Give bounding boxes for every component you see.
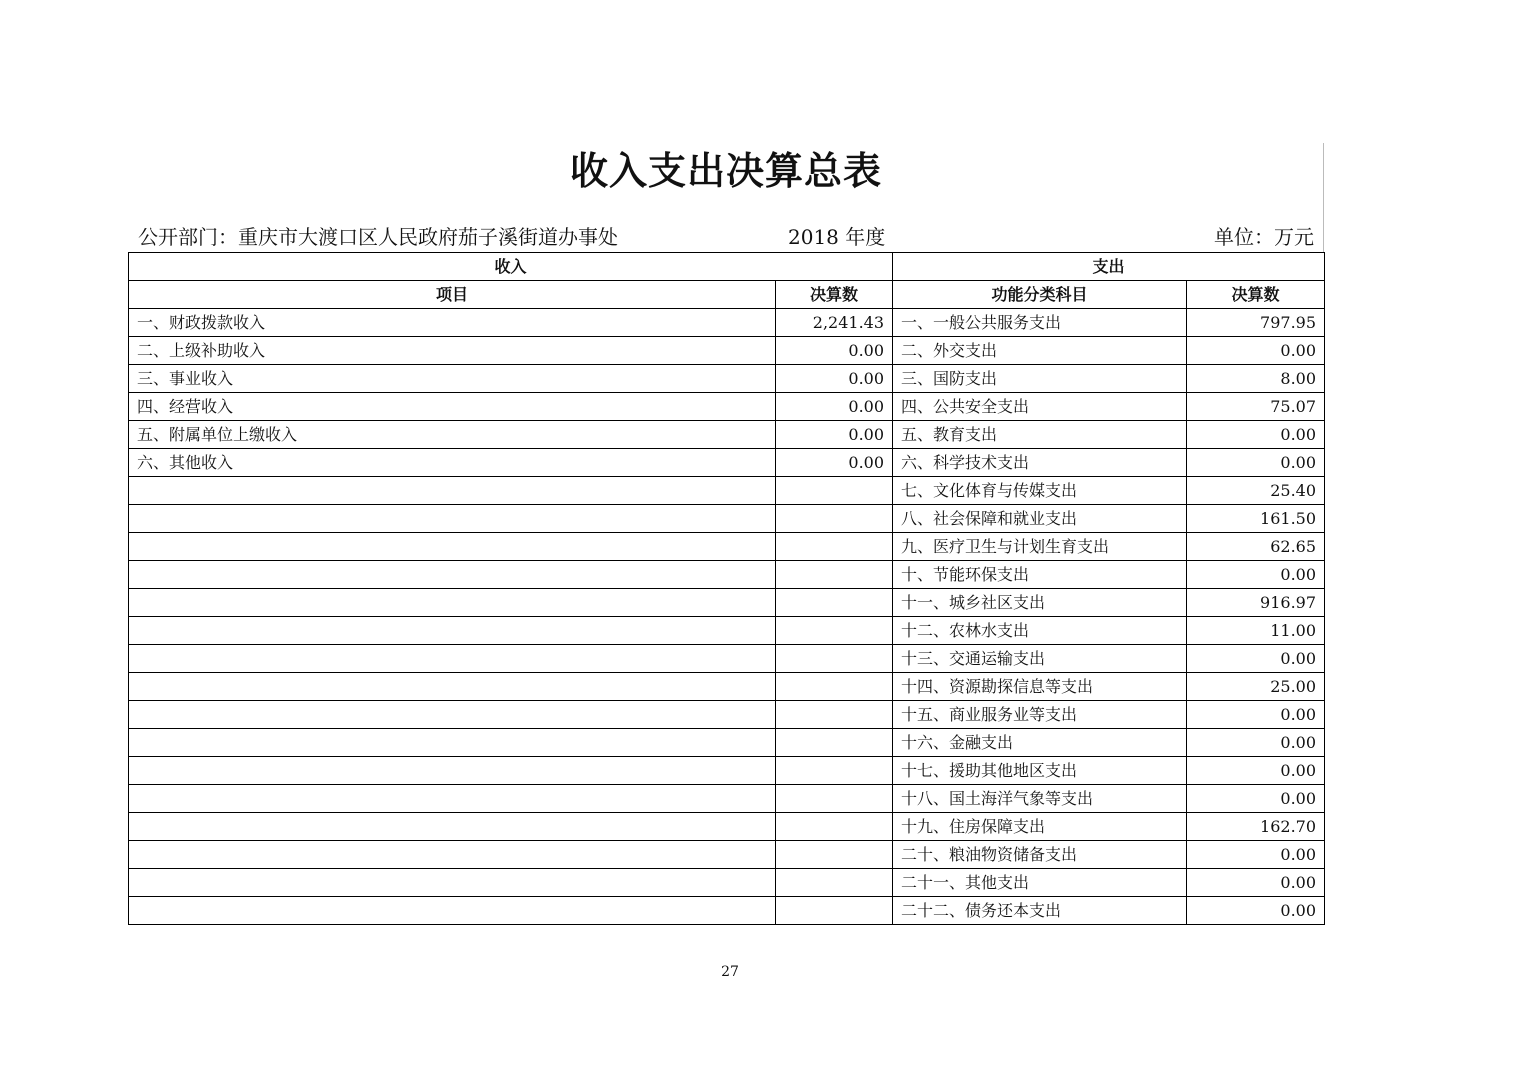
income-amount-cell <box>776 673 893 701</box>
income-amount-cell <box>776 729 893 757</box>
income-item-cell <box>129 841 776 869</box>
expense-group-header: 支出 <box>893 253 1325 281</box>
expense-item-cell: 十九、住房保障支出 <box>893 813 1187 841</box>
income-amount-cell <box>776 869 893 897</box>
expense-amount-cell: 0.00 <box>1187 561 1325 589</box>
income-item-cell <box>129 757 776 785</box>
table-row <box>129 701 1325 729</box>
income-item-cell <box>129 869 776 897</box>
income-amount-cell <box>776 645 893 673</box>
expense-amount-cell: 0.00 <box>1187 785 1325 813</box>
expense-amount-cell: 0.00 <box>1187 645 1325 673</box>
expense-item-cell: 十六、金融支出 <box>893 729 1187 757</box>
expense-amount-cell: 8.00 <box>1187 365 1325 393</box>
expense-item-cell: 十一、城乡社区支出 <box>893 589 1187 617</box>
expense-item-cell: 二十一、其他支出 <box>893 869 1187 897</box>
expense-amount-cell: 75.07 <box>1187 393 1325 421</box>
expense-item-cell: 二十二、债务还本支出 <box>893 897 1187 925</box>
income-item-cell: 六、其他收入 <box>129 449 776 477</box>
table-row <box>129 533 1325 561</box>
income-item-cell <box>129 701 776 729</box>
income-amount-cell <box>776 757 893 785</box>
income-amount-cell <box>776 785 893 813</box>
table-group-header-row <box>129 253 1325 281</box>
expense-item-cell: 十二、农林水支出 <box>893 617 1187 645</box>
income-amount-cell <box>776 813 893 841</box>
income-item-cell <box>129 673 776 701</box>
table-row <box>129 673 1325 701</box>
table-row <box>129 729 1325 757</box>
budget-table <box>128 252 1325 925</box>
income-item-cell <box>129 617 776 645</box>
expense-item-cell: 五、教育支出 <box>893 421 1187 449</box>
table-row <box>129 897 1325 925</box>
income-item-header: 项目 <box>129 281 776 309</box>
expense-amount-cell: 797.95 <box>1187 309 1325 337</box>
expense-amount-cell: 0.00 <box>1187 421 1325 449</box>
expense-amount-cell: 0.00 <box>1187 729 1325 757</box>
income-item-cell <box>129 729 776 757</box>
income-item-cell: 五、附属单位上缴收入 <box>129 421 776 449</box>
income-amount-cell: 0.00 <box>776 421 893 449</box>
income-amount-cell <box>776 617 893 645</box>
table-row <box>129 617 1325 645</box>
page-title: 收入支出决算总表 <box>569 149 882 193</box>
expense-amount-cell: 0.00 <box>1187 841 1325 869</box>
table-row <box>129 757 1325 785</box>
table-row <box>129 785 1325 813</box>
income-amount-cell <box>776 841 893 869</box>
expense-amount-header: 决算数 <box>1187 281 1325 309</box>
income-item-cell: 三、事业收入 <box>129 365 776 393</box>
table-row <box>129 869 1325 897</box>
expense-item-cell: 十八、国土海洋气象等支出 <box>893 785 1187 813</box>
table-row <box>129 505 1325 533</box>
expense-amount-cell: 916.97 <box>1187 589 1325 617</box>
income-amount-cell <box>776 477 893 505</box>
expense-amount-cell: 62.65 <box>1187 533 1325 561</box>
expense-amount-cell: 0.00 <box>1187 449 1325 477</box>
table-row <box>129 841 1325 869</box>
income-item-cell <box>129 589 776 617</box>
expense-item-cell: 一、一般公共服务支出 <box>893 309 1187 337</box>
expense-item-cell: 十七、援助其他地区支出 <box>893 757 1187 785</box>
table-row <box>129 337 1325 365</box>
income-amount-cell: 0.00 <box>776 337 893 365</box>
expense-item-cell: 十五、商业服务业等支出 <box>893 701 1187 729</box>
income-item-cell <box>129 505 776 533</box>
expense-amount-cell: 161.50 <box>1187 505 1325 533</box>
table-row <box>129 645 1325 673</box>
expense-amount-cell: 0.00 <box>1187 869 1325 897</box>
expense-item-cell: 十四、资源勘探信息等支出 <box>893 673 1187 701</box>
expense-item-cell: 十三、交通运输支出 <box>893 645 1187 673</box>
income-item-cell <box>129 813 776 841</box>
table-row <box>129 309 1325 337</box>
income-item-cell: 四、经营收入 <box>129 393 776 421</box>
income-item-cell <box>129 477 776 505</box>
income-amount-cell: 0.00 <box>776 365 893 393</box>
expense-amount-cell: 25.40 <box>1187 477 1325 505</box>
expense-item-cell: 三、国防支出 <box>893 365 1187 393</box>
expense-item-cell: 四、公共安全支出 <box>893 393 1187 421</box>
income-item-cell: 二、上级补助收入 <box>129 337 776 365</box>
expense-amount-cell: 0.00 <box>1187 897 1325 925</box>
expense-item-cell: 二、外交支出 <box>893 337 1187 365</box>
income-amount-cell: 2,241.43 <box>776 309 893 337</box>
income-amount-cell: 0.00 <box>776 393 893 421</box>
expense-category-header: 功能分类科目 <box>893 281 1187 309</box>
fiscal-year-label: 2018 年度 <box>788 225 886 249</box>
income-group-header: 收入 <box>129 253 893 281</box>
income-amount-cell <box>776 561 893 589</box>
unit-label: 单位：万元 <box>1214 225 1314 249</box>
income-item-cell <box>129 561 776 589</box>
expense-item-cell: 八、社会保障和就业支出 <box>893 505 1187 533</box>
income-amount-header: 决算数 <box>776 281 893 309</box>
expense-amount-cell: 11.00 <box>1187 617 1325 645</box>
income-item-cell <box>129 785 776 813</box>
income-amount-cell <box>776 897 893 925</box>
department-label: 公开部门：重庆市大渡口区人民政府茄子溪街道办事处 <box>138 225 618 249</box>
table-row <box>129 561 1325 589</box>
income-item-cell <box>129 897 776 925</box>
expense-amount-cell: 0.00 <box>1187 757 1325 785</box>
income-amount-cell <box>776 533 893 561</box>
table-row <box>129 393 1325 421</box>
expense-amount-cell: 162.70 <box>1187 813 1325 841</box>
table-row <box>129 589 1325 617</box>
income-amount-cell <box>776 701 893 729</box>
page-number: 27 <box>721 964 739 980</box>
table-column-header-row <box>129 281 1325 309</box>
income-amount-cell <box>776 589 893 617</box>
expense-amount-cell: 25.00 <box>1187 673 1325 701</box>
income-amount-cell: 0.00 <box>776 449 893 477</box>
table-row <box>129 365 1325 393</box>
table-row <box>129 449 1325 477</box>
expense-item-cell: 七、文化体育与传媒支出 <box>893 477 1187 505</box>
expense-item-cell: 二十、粮油物资储备支出 <box>893 841 1187 869</box>
income-amount-cell <box>776 505 893 533</box>
table-row <box>129 421 1325 449</box>
table-row <box>129 477 1325 505</box>
expense-item-cell: 六、科学技术支出 <box>893 449 1187 477</box>
income-item-cell <box>129 645 776 673</box>
table-row <box>129 813 1325 841</box>
income-item-cell: 一、财政拨款收入 <box>129 309 776 337</box>
expense-amount-cell: 0.00 <box>1187 701 1325 729</box>
expense-item-cell: 十、节能环保支出 <box>893 561 1187 589</box>
expense-item-cell: 九、医疗卫生与计划生育支出 <box>893 533 1187 561</box>
income-item-cell <box>129 533 776 561</box>
expense-amount-cell: 0.00 <box>1187 337 1325 365</box>
